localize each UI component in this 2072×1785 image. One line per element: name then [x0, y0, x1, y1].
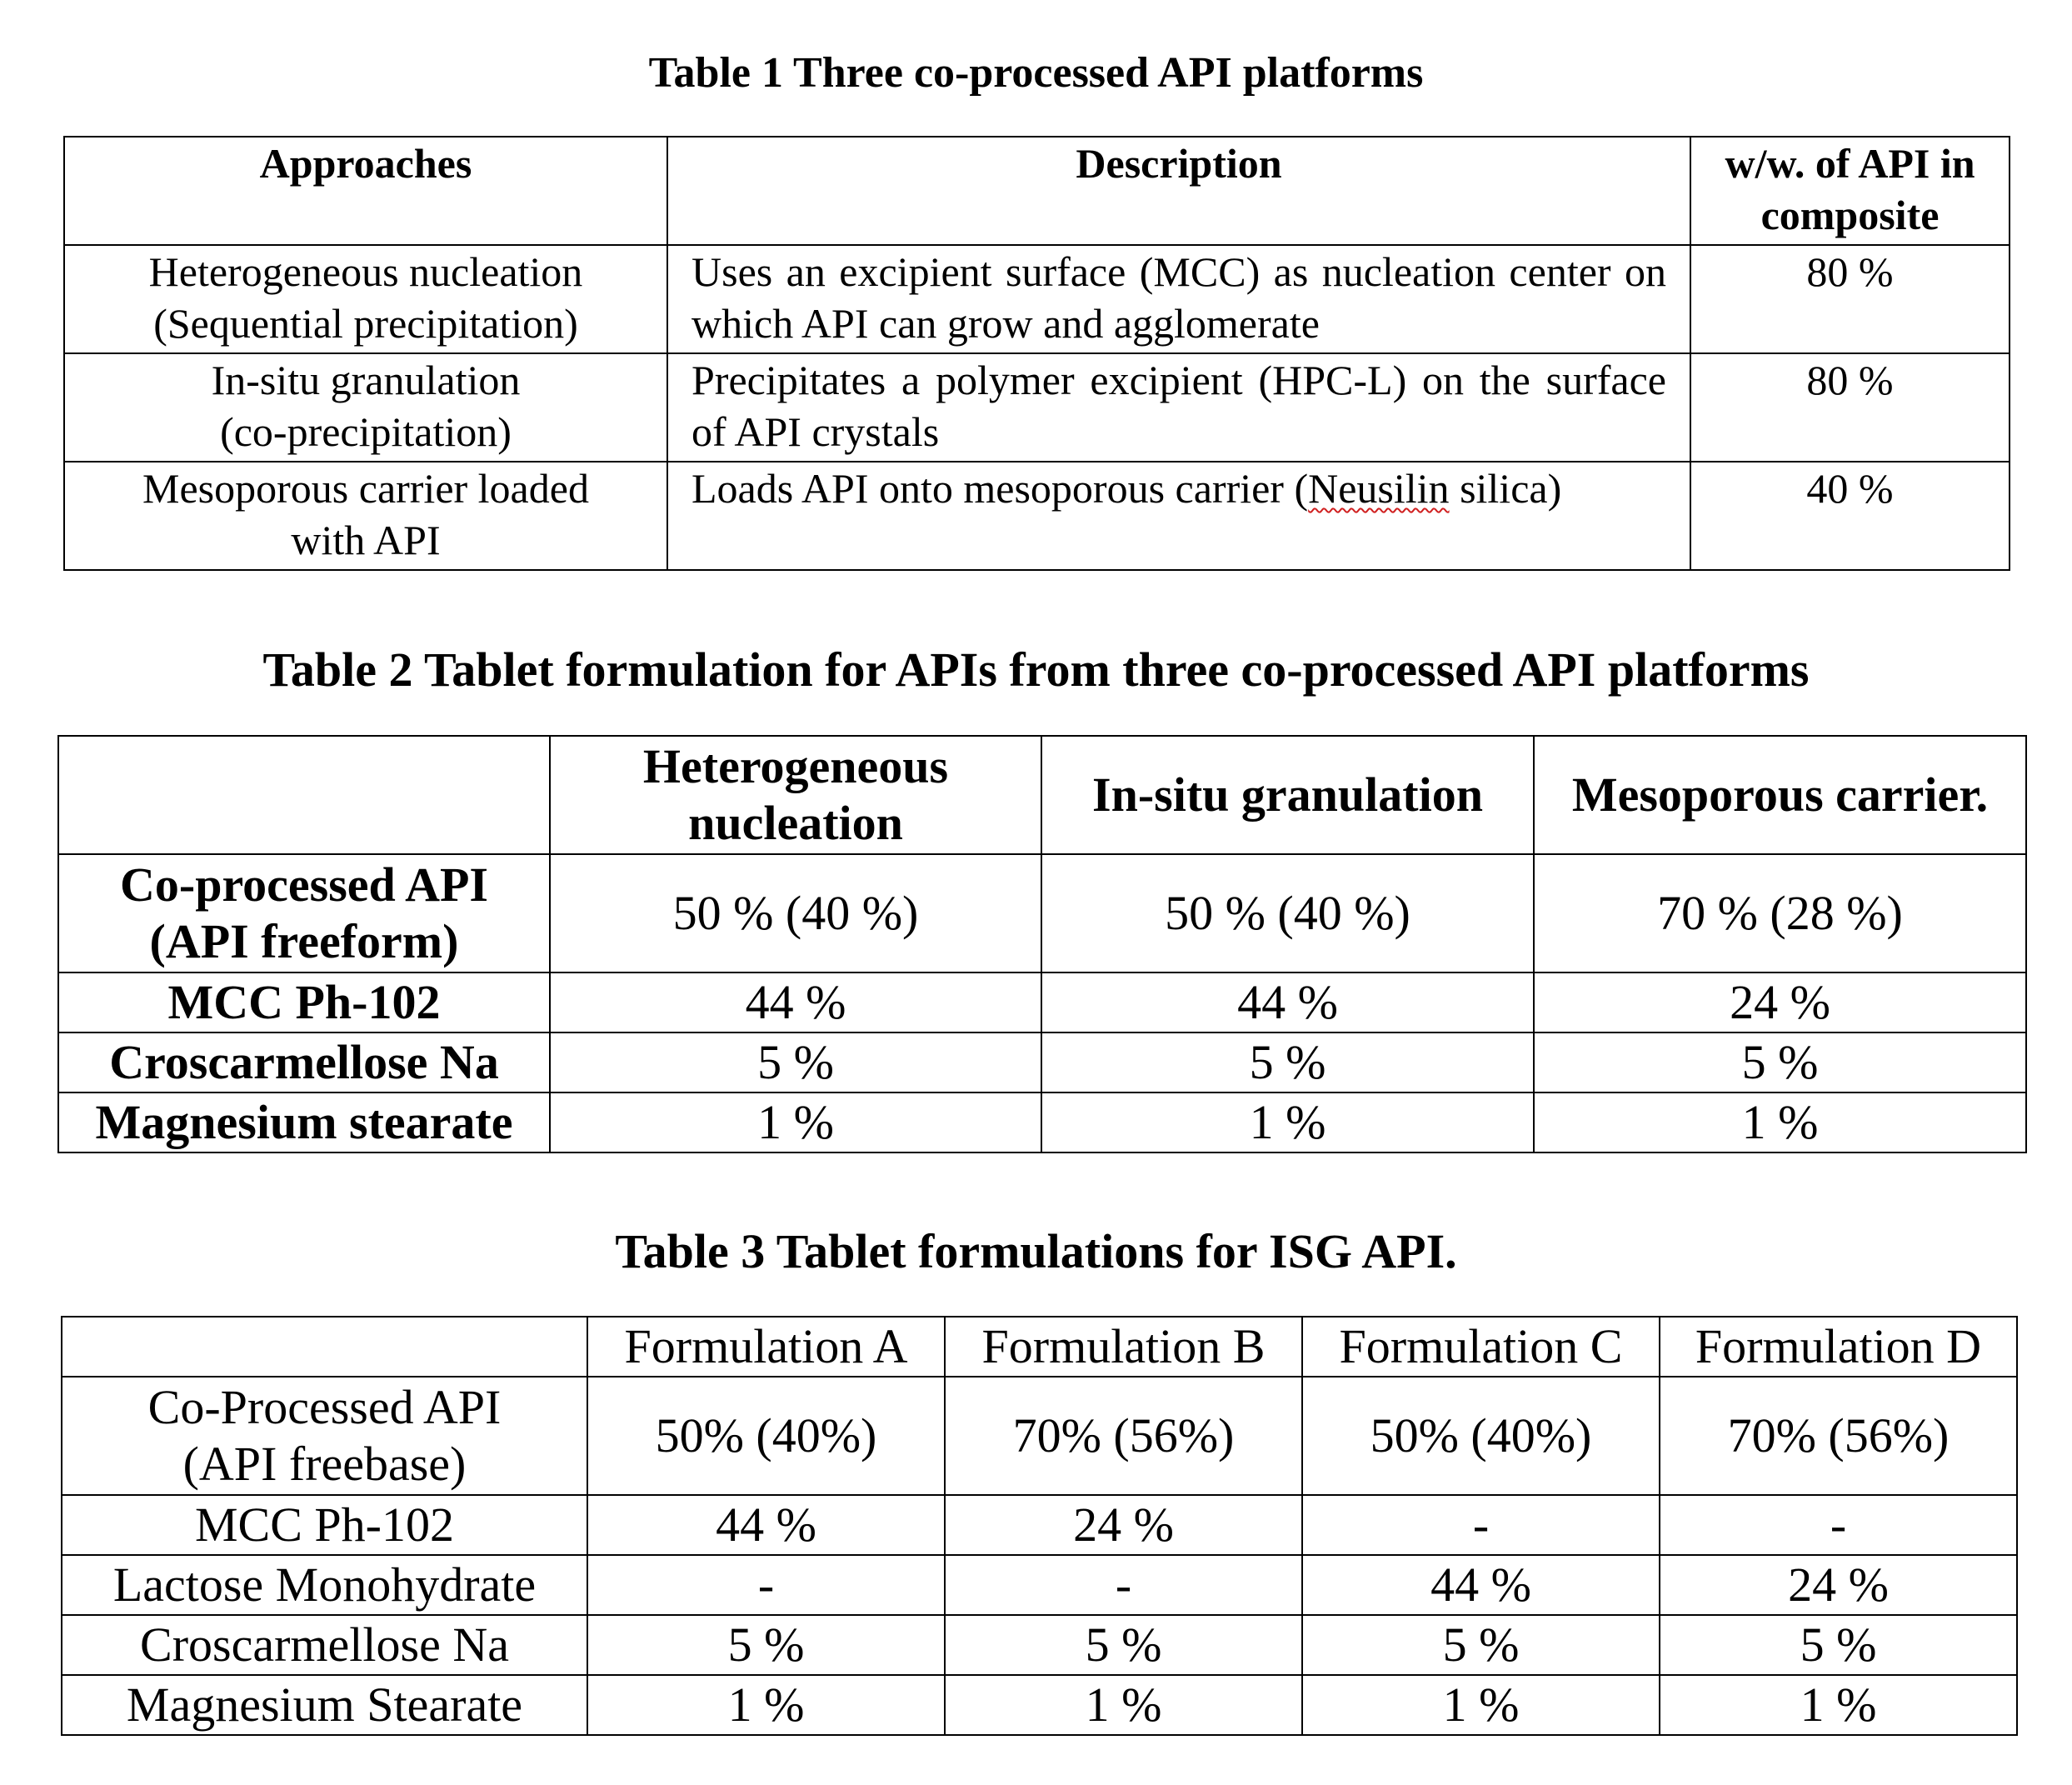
table-cell: 50% (40%)	[587, 1377, 945, 1495]
column-header-approaches: Approaches	[64, 137, 667, 245]
ww-cell: 80 %	[1690, 353, 2010, 462]
table2	[57, 735, 2027, 1153]
table-row	[58, 1092, 2026, 1152]
table-cell: -	[587, 1555, 945, 1615]
row-label	[58, 854, 550, 972]
table-cell: 44 %	[587, 1495, 945, 1555]
column-header-formulation-b: Formulation B	[945, 1317, 1302, 1377]
row-label: MCC Ph-102	[58, 972, 550, 1032]
ww-cell: 80 %	[1690, 245, 2010, 353]
row-label	[62, 1377, 587, 1495]
table-cell: 44 %	[1041, 972, 1534, 1032]
table-cell: 1 %	[1534, 1092, 2026, 1152]
table-row	[62, 1495, 2017, 1555]
table-cell: 24 %	[945, 1495, 1302, 1555]
table-header-row	[58, 736, 2026, 854]
table-row	[62, 1615, 2017, 1675]
table-cell: 50% (40%)	[1302, 1377, 1660, 1495]
column-header-ww: w/w. of API in composite	[1690, 137, 2010, 245]
row-label: Croscarmellose Na	[62, 1615, 587, 1675]
row-label: Lactose Monohydrate	[62, 1555, 587, 1615]
column-header-formulation-a: Formulation A	[587, 1317, 945, 1377]
table-cell: 5 %	[1302, 1615, 1660, 1675]
column-header-empty	[62, 1317, 587, 1377]
row-label-line: (API freeform)	[149, 914, 459, 968]
table-cell: 5 %	[550, 1032, 1041, 1092]
description-text: silica)	[1449, 465, 1562, 512]
row-label-line: (API freebase)	[182, 1437, 467, 1491]
table-header-row	[64, 137, 2010, 245]
table-cell: 44 %	[1302, 1555, 1660, 1615]
table-cell: 5 %	[1534, 1032, 2026, 1092]
table-row	[64, 462, 2010, 570]
row-label-line: Co-processed API	[120, 858, 488, 912]
table-cell: 70% (56%)	[1660, 1377, 2017, 1495]
description-cell	[667, 462, 1690, 570]
table1	[63, 136, 2010, 571]
table-row	[58, 972, 2026, 1032]
table-cell: 5 %	[1041, 1032, 1534, 1092]
table-cell: 70 % (28 %)	[1534, 854, 2026, 972]
column-header-formulation-d: Formulation D	[1660, 1317, 2017, 1377]
table-cell: 1 %	[1041, 1092, 1534, 1152]
table-cell: 5 %	[945, 1615, 1302, 1675]
table-cell: 1 %	[550, 1092, 1041, 1152]
table-header-row	[62, 1317, 2017, 1377]
spellcheck-underlined-word: Neusilin	[1308, 465, 1450, 512]
table3-caption: Table 3 Tablet formulations for ISG API.	[615, 1224, 1457, 1278]
table-cell: -	[945, 1555, 1302, 1615]
approach-line: (Sequential precipitation)	[153, 300, 578, 347]
row-label: Magnesium stearate	[58, 1092, 550, 1152]
table-cell: 24 %	[1660, 1555, 2017, 1615]
table-row	[58, 854, 2026, 972]
column-header-mesoporous: Mesoporous carrier.	[1534, 736, 2026, 854]
table1-caption: Table 1 Three co-processed API platforms	[648, 49, 1424, 97]
approach-line: Heterogeneous nucleation	[148, 248, 583, 295]
approach-line: In-situ granulation	[211, 357, 521, 403]
table-cell: -	[1302, 1495, 1660, 1555]
table-row	[62, 1377, 2017, 1495]
row-label: MCC Ph-102	[62, 1495, 587, 1555]
ww-cell: 40 %	[1690, 462, 2010, 570]
table2-caption: Table 2 Tablet formulation for APIs from three co-processed API platforms	[262, 642, 1810, 697]
description-text: Loads API onto mesoporous carrier (	[691, 465, 1309, 512]
table-cell: 1 %	[945, 1675, 1302, 1735]
table-row	[62, 1675, 2017, 1735]
table-cell: 24 %	[1534, 972, 2026, 1032]
description-cell: Uses an excipient surface (MCC) as nucleation center on which API can grow and agglomerate	[667, 245, 1690, 353]
column-header-heterogeneous: Heterogeneous nucleation	[550, 736, 1041, 854]
approach-cell	[64, 245, 667, 353]
table-cell: 1 %	[1302, 1675, 1660, 1735]
table-cell: 44 %	[550, 972, 1041, 1032]
approach-line: (co-precipitation)	[220, 408, 512, 455]
table-cell: -	[1660, 1495, 2017, 1555]
table-row	[58, 1032, 2026, 1092]
column-header-insitu: In-situ granulation	[1041, 736, 1534, 854]
table-row	[62, 1555, 2017, 1615]
row-label: Croscarmellose Na	[58, 1032, 550, 1092]
row-label: Magnesium Stearate	[62, 1675, 587, 1735]
column-header-description: Description	[667, 137, 1690, 245]
table-row	[64, 245, 2010, 353]
approach-line: Mesoporous carrier loaded	[142, 465, 589, 512]
row-label-line: Co-Processed API	[147, 1380, 502, 1434]
table-cell: 5 %	[1660, 1615, 2017, 1675]
approach-cell	[64, 462, 667, 570]
table-cell: 50 % (40 %)	[1041, 854, 1534, 972]
column-header-empty	[58, 736, 550, 854]
table-cell: 1 %	[1660, 1675, 2017, 1735]
table-cell: 1 %	[587, 1675, 945, 1735]
approach-line: with API	[291, 517, 441, 563]
column-header-formulation-c: Formulation C	[1302, 1317, 1660, 1377]
table-row	[64, 353, 2010, 462]
description-cell: Precipitates a polymer excipient (HPC-L) on the surface of API crystals	[667, 353, 1690, 462]
table3	[61, 1316, 2018, 1736]
table-cell: 5 %	[587, 1615, 945, 1675]
approach-cell	[64, 353, 667, 462]
table-cell: 70% (56%)	[945, 1377, 1302, 1495]
table-cell: 50 % (40 %)	[550, 854, 1041, 972]
